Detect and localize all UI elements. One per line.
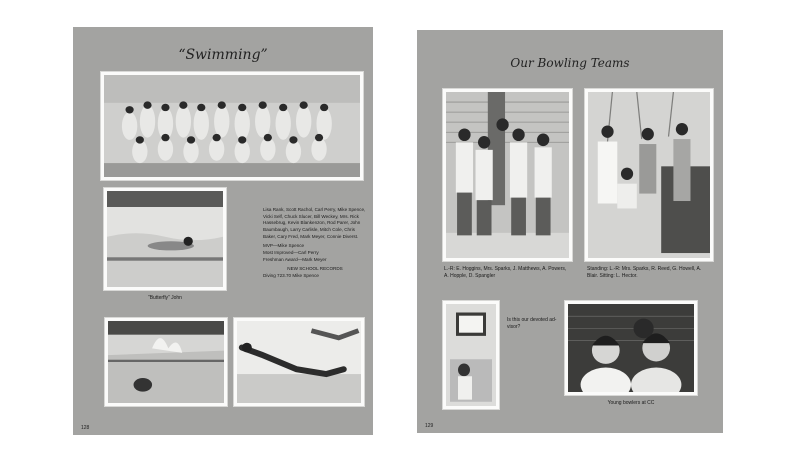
swimmer-splash-photo xyxy=(104,317,228,407)
roster-names: Lisa Rank, Scott Rachol, Carl Perry, Mike Spence, Vicki Self, Chuck Slucer, Bill Weckey, Mrs. Rick Hassebrug, Kevin Blankenzon, Rod Parer, John Baumbaugh, Larry Carlisle, Mitch Cole, Chris Baker, Cary Fred, Mark Meyer, Connie Diverst. xyxy=(263,207,366,239)
advisor-question-line1: Is this our devoted ad- xyxy=(507,317,557,323)
bowling-caption-right-line1: Standing: L.-R: Mrs. Sparks, R. Reed, G. Howell, A. xyxy=(587,266,702,272)
bowling-caption-left xyxy=(444,266,584,281)
award-mvp: MVP—Mike Spence xyxy=(263,243,305,249)
bowling-title: Our Bowling Teams xyxy=(510,56,630,70)
roster-text xyxy=(263,207,367,280)
advisor-question-line2: visor? xyxy=(507,324,521,331)
swim-team-photo xyxy=(100,71,364,181)
award-most-improved: Most Improved—Carl Perry xyxy=(263,249,319,255)
bowling-caption-right-line2: Blair. Sitting: L. Hector. xyxy=(587,273,638,280)
young-bowlers-photo xyxy=(564,300,698,396)
butterfly-swimmer-photo xyxy=(103,187,227,291)
butterfly-caption: “Butterfly” John xyxy=(148,295,182,301)
swimming-title: “Swimming” xyxy=(178,47,268,63)
left-yearbook-page xyxy=(73,27,373,435)
bowling-team-photo-right xyxy=(584,88,714,262)
diver-photo xyxy=(233,317,365,407)
bowling-caption-right xyxy=(587,266,721,281)
award-freshman: Freshman Award—Mark Meyer xyxy=(263,256,327,262)
records-heading: NEW SCHOOL RECORDS xyxy=(287,266,343,272)
young-bowlers-caption: Young bowlers at CC xyxy=(607,400,655,406)
bowling-team-photo-left xyxy=(442,88,573,262)
bowling-caption-left-line1: L.-R: E. Hoggins, Mrs. Sparks, J. Matthews, A. Powers, xyxy=(444,266,567,272)
page-number-left: 128 xyxy=(81,425,90,431)
page-number-right: 129 xyxy=(425,423,434,429)
bowling-caption-left-line2: A. Hopple, D. Spangler xyxy=(444,273,496,280)
right-yearbook-page xyxy=(417,30,723,433)
records-line: Diving 723.70 Mike Spence xyxy=(263,272,319,278)
advisor-tv-photo xyxy=(442,300,500,410)
